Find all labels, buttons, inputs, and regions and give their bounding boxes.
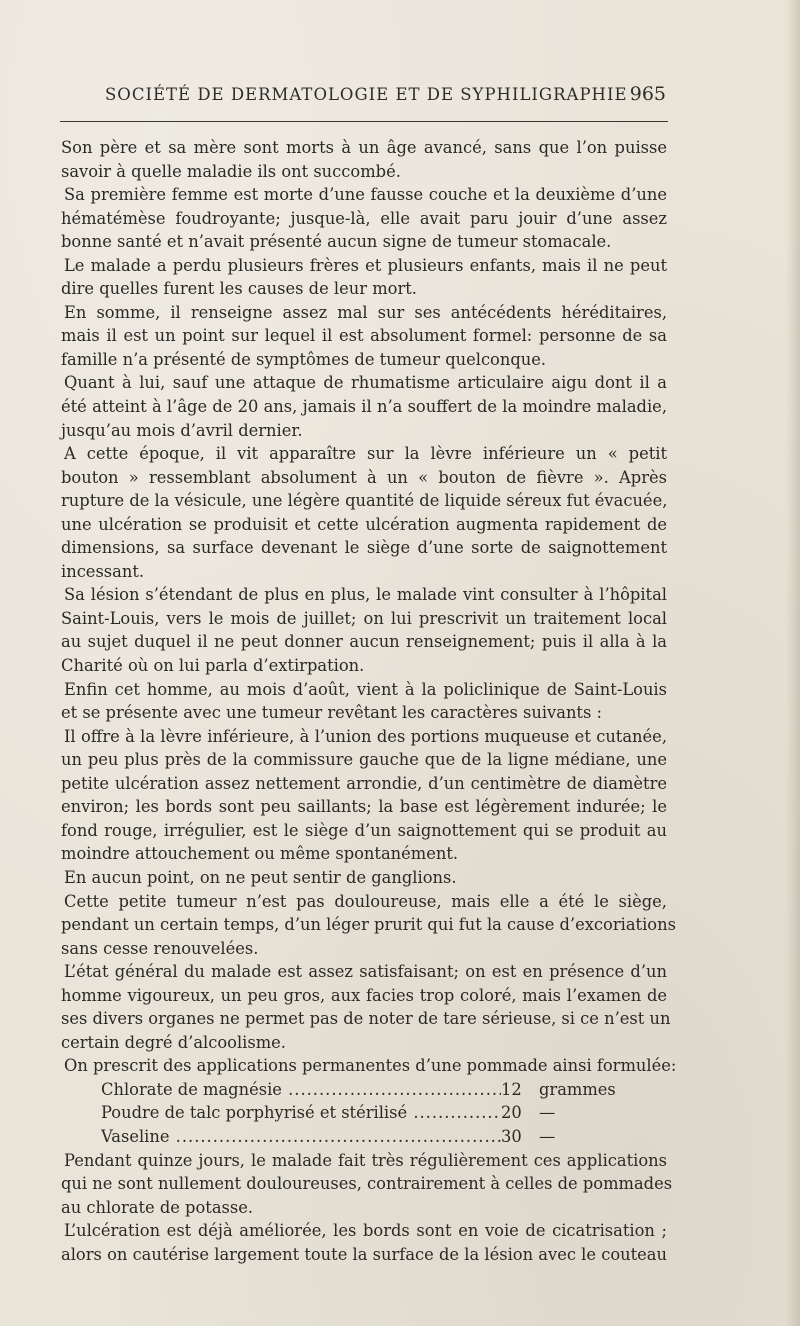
paragraph-personal-history [61,371,667,442]
text-line: Quant à lui, sauf une attaque de rhumatisme articulaire aigu dont il a [64,373,667,393]
text-line: Pendant quinze jours, le malade fait très régulièrement ces applications [64,1150,667,1170]
text-line: incessant. [61,561,145,581]
text-line: Enfin cet homme, au mois d’août, vient à la policlinique de Saint-Louis [64,679,667,699]
article-body [61,136,677,1266]
page-number: 965 [629,83,666,105]
text-line: Sa première femme est morte d’une fausse couche et la deuxième d’une [64,185,667,205]
text-line: homme vigoureux, un peu gros, aux facies trop coloré, mais l’examen de [61,985,667,1005]
text-line: mais il est un point sur lequel il est absolument formel: personne de sa [61,326,667,346]
paragraph-policlinic [61,678,667,725]
text-line: savoir à quelle maladie ils ont succombé. [61,161,401,181]
text-line: pendant un certain temps, d’un léger prurit qui fut la cause d’excoriations [61,915,676,935]
page-edge-shadow [786,0,800,1326]
text-line: famille n’a présenté de symptômes de tumeur quelconque. [61,349,547,369]
ingredient-name: Vaseline [101,1126,170,1146]
text-line: un peu plus près de la commissure gauche que de la ligne médiane, une [61,750,667,770]
page-header [60,83,670,113]
text-line: On prescrit des applications permanentes d’une pommade ainsi formulée: [64,1056,677,1076]
text-line: qui ne sont nullement douloureuses, contrairement à celles de pommades [61,1174,673,1194]
paragraph-treatment [61,1149,673,1220]
text-line: hématémèse foudroyante; jusque-là, elle avait paru jouir d’une assez [61,208,667,228]
ingredient-name: Poudre de talc porphyrisé et stérilisé [101,1103,408,1123]
paragraph-ganglions [61,866,667,890]
formula-unit: grammes [539,1079,616,1099]
paragraph-onset [61,442,667,583]
formula-unit: — [539,1103,556,1123]
text-line: dimensions, sa surface devenant le siège d’une sorte de saignottement [61,538,667,558]
paragraph-improvement [61,1219,667,1266]
paragraph-consultation [61,583,667,677]
formula-row [101,1125,667,1149]
text-line: moindre attouchement ou même spontanément. [61,844,459,864]
paragraph-siblings [61,254,667,301]
text-line: une ulcération se produisit et cette ulcération augmenta rapidement de [61,514,667,534]
text-line: environ; les bords sont peu saillants; la base est légèrement indurée; le [61,797,667,817]
text-line: Son père et sa mère sont morts à un âge avancé, sans que l’on puisse [61,138,667,157]
text-line: Charité où on lui parla d’extirpation. [61,656,365,676]
text-line: jusqu’au mois d’avril dernier. [61,420,303,440]
text-line: bonne santé et n’avait présenté aucun signe de tumeur stomacale. [61,232,612,252]
text-line: fond rouge, irrégulier, est le siège d’un saignottement qui se produit au [61,820,667,840]
paragraph-parents [61,136,667,183]
text-line: Saint-Louis, vers le mois de juillet; on lui prescrivit un traitement local [61,608,667,628]
text-line: L’état général du malade est assez satisfaisant; on est en présence d’un [64,962,667,982]
paragraph-heredity [61,301,667,372]
running-head: SOCIÉTÉ DE DERMATOLOGIE ET DE SYPHILIGRAPHIE [105,85,628,104]
paragraph-lesion-description [61,725,667,866]
text-line: petite ulcération assez nettement arrondie, d’un centimètre de diamètre [61,773,667,793]
formula-quantity: 12 [501,1079,522,1099]
text-line: Cette petite tumeur n’est pas douloureuse, mais elle a été le siège, [64,891,667,911]
prescription-formula [61,1078,667,1149]
text-line: bouton » ressemblant absolument à un « bouton de fièvre ». Après [61,467,667,487]
text-line: ses divers organes ne permet pas de noter de tare sérieuse, si ce n’est un [61,1009,671,1029]
formula-unit: — [539,1126,556,1146]
text-line: Il offre à la lèvre inférieure, à l’union des portions muqueuse et cutanée, [64,726,667,746]
text-line: été atteint à l’âge de 20 ans, jamais il n’a souffert de la moindre maladie, [61,397,667,417]
formula-quantity: 30 [501,1126,522,1146]
paragraph-pain [61,890,676,961]
text-line: dire quelles furent les causes de leur mort. [61,279,417,299]
header-rule [60,121,668,122]
text-line: sans cesse renouvelées. [61,938,259,958]
formula-row [101,1078,667,1102]
text-line: Sa lésion s’étendant de plus en plus, le malade vint consulter à l’hôpital [64,585,667,605]
ingredient-name: Chlorate de magnésie [101,1079,282,1099]
text-line: L’ulcération est déjà améliorée, les bords sont en voie de cicatrisation ; [64,1221,667,1241]
formula-quantity: 20 [501,1103,522,1123]
paragraph-wife [61,183,667,254]
formula-ingredient [101,1101,501,1125]
formula-row [101,1101,667,1125]
text-line: au chlorate de potasse. [61,1197,254,1217]
text-line: alors on cautérise largement toute la surface de la lésion avec le couteau [61,1244,667,1264]
text-line: et se présente avec une tumeur revêtant les caractères suivants : [61,703,602,723]
text-line: A cette époque, il vit apparaître sur la lèvre inférieure un « petit [64,444,667,464]
text-line: Le malade a perdu plusieurs frères et plusieurs enfants, mais il ne peut [64,255,667,275]
text-line: En somme, il renseigne assez mal sur ses antécédents héréditaires, [64,302,667,322]
text-line: au sujet duquel il ne peut donner aucun renseignement; puis il alla à la [61,632,667,652]
paragraph-general-state [61,960,671,1054]
text-line: certain degré d’alcoolisme. [61,1032,286,1052]
paragraph-prescription [61,1054,677,1078]
text-line: rupture de la vésicule, une légère quantité de liquide séreux fut évacuée, [61,491,668,511]
text-line: En aucun point, on ne peut sentir de ganglions. [64,867,457,887]
formula-ingredient [101,1125,501,1149]
formula-ingredient [101,1078,501,1102]
